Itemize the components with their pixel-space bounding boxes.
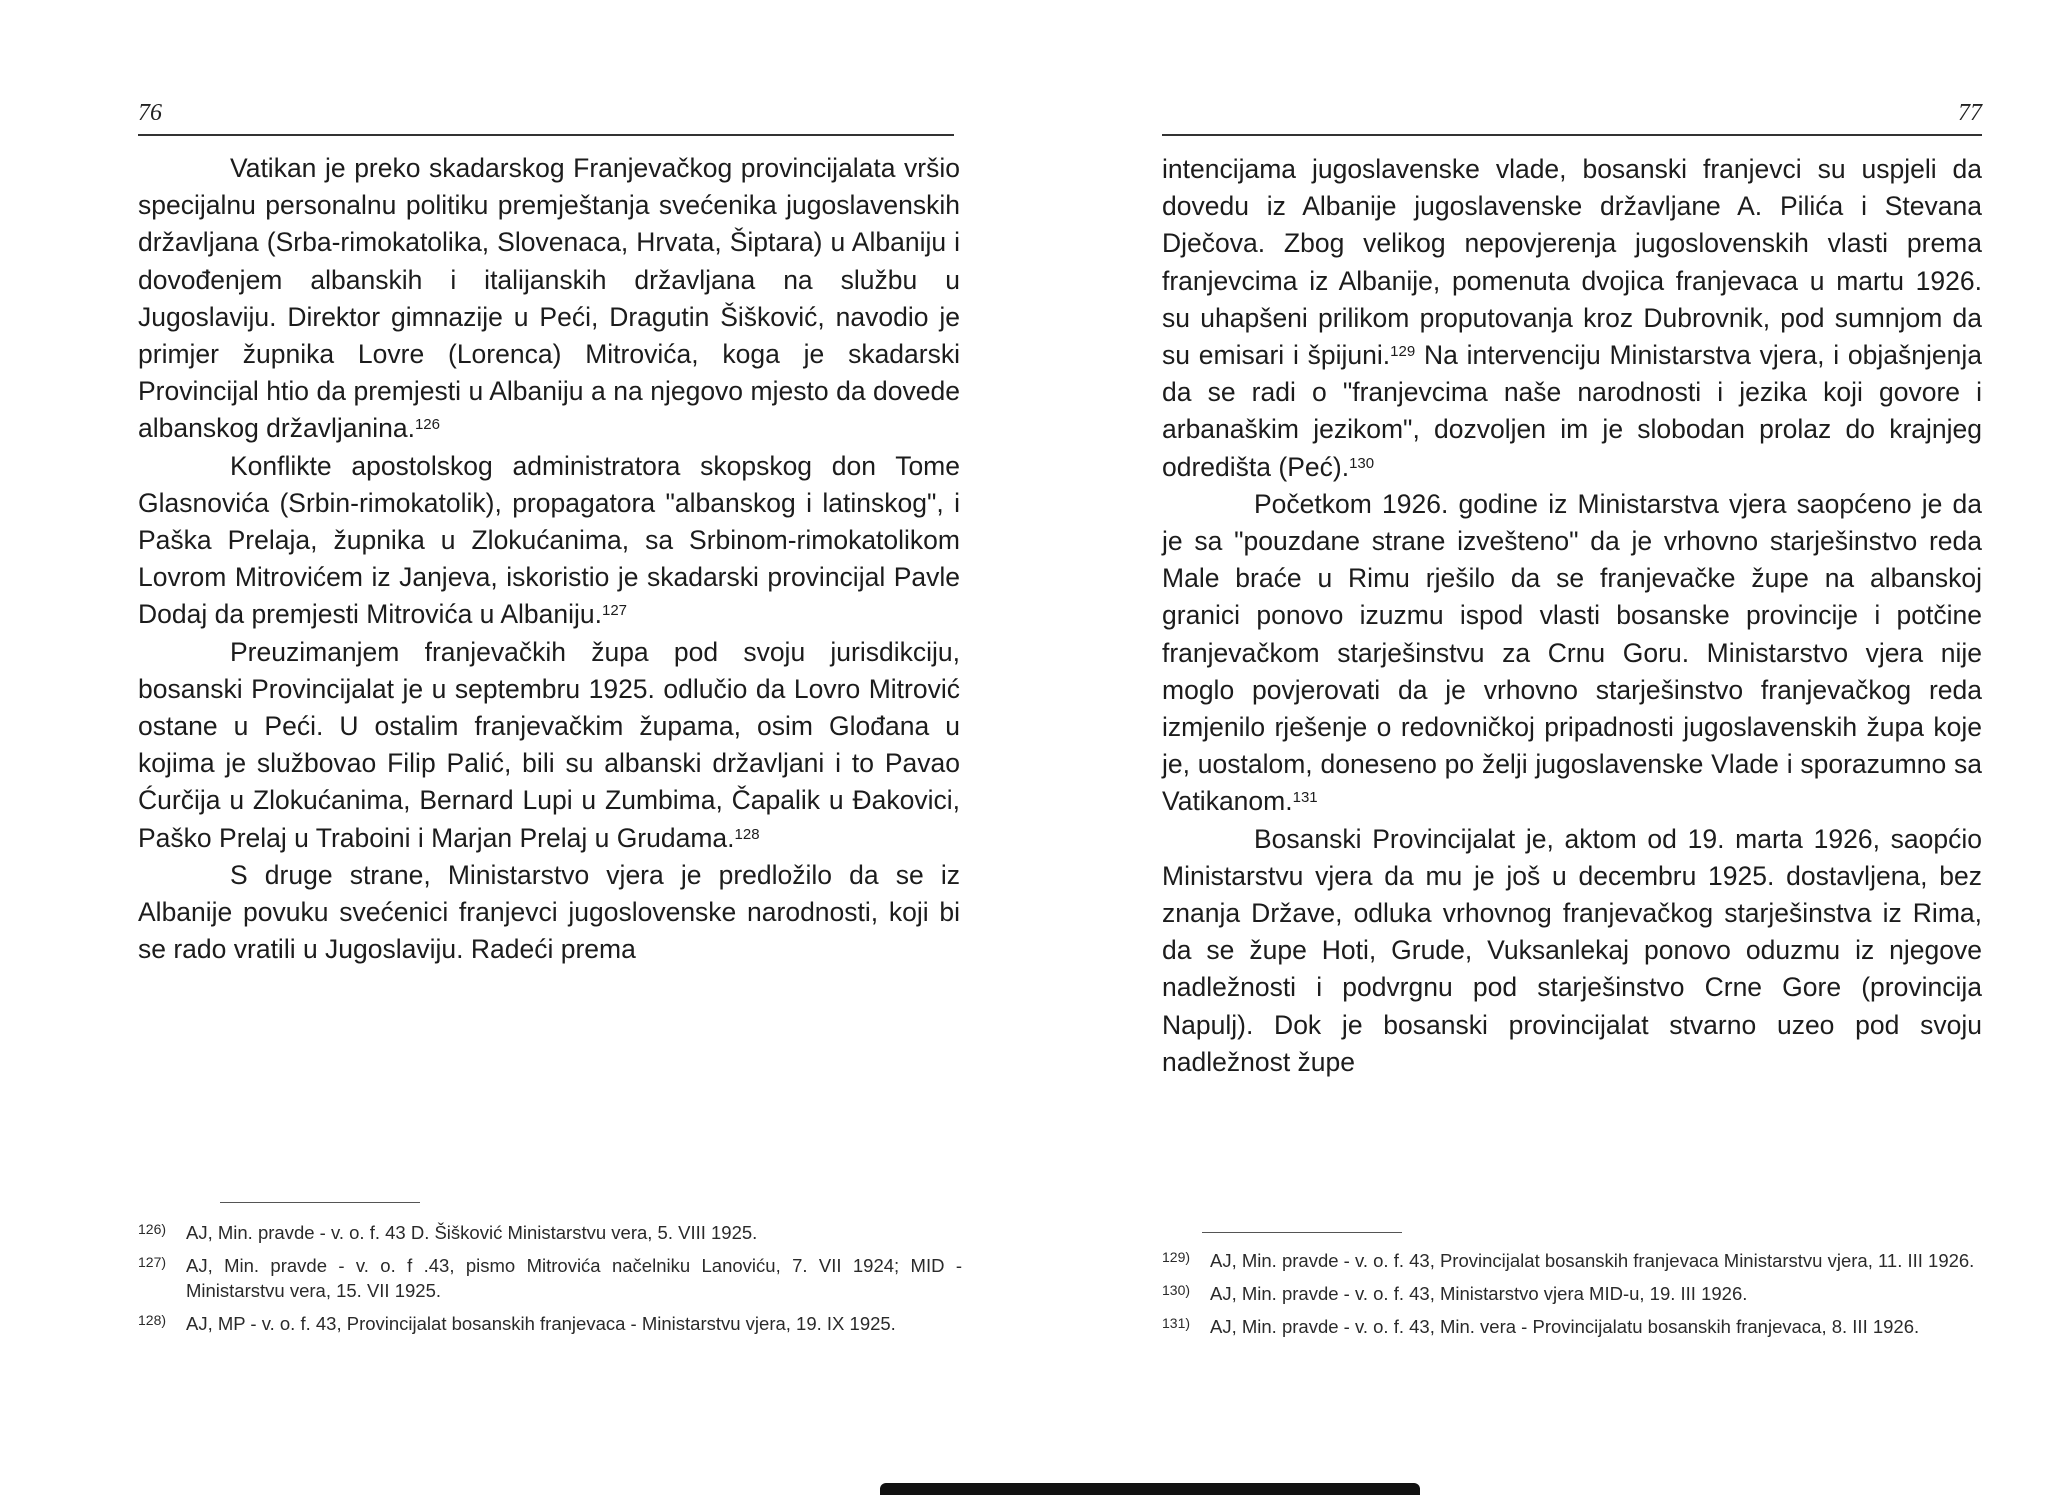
- footnote-mark: 126): [138, 1221, 167, 1237]
- footnote: [138, 1311, 962, 1336]
- footnote: [1162, 1281, 1982, 1306]
- body-text: [1162, 151, 1982, 1081]
- footnote-rule: [220, 1202, 420, 1203]
- footnote: [1162, 1248, 1982, 1273]
- footnote-mark: 131): [1162, 1315, 1191, 1331]
- book-edge: [880, 1483, 1420, 1495]
- footnote: [1162, 1314, 1982, 1339]
- body-text: [138, 150, 960, 968]
- paragraph-text: Preuzimanjem franjevačkih župa pod svoju jurisdikciju, bosanski Provincijalat je u septembru 1925. odlučio da Lovro Mitrović ostane u Peći. U ostalim franjevačkim župama, osim Glođana u kojima je službovao Filip Palić, bili su albanski državljani i to Pavao Ćurčija u Zlokućanima, Bernard Lupi u Zumbima, Čapalik u Đakovici, Paško Prelaj u Traboini i Marjan Prelaj u Grudama.: [138, 636, 960, 853]
- left-page: [130, 0, 960, 1494]
- footnote-mark: 129): [1162, 1249, 1191, 1265]
- paragraph-text: Početkom 1926. godine iz Ministarstva vjera saopćeno je da je sa "pouzdane strane izvešteno" da je vrhovno starješinstvo reda Male braće u Rimu rješilo da se franjevačke župe na albanskoj granici ponovo izuzmu ispod vlasti bosanske provincije i potčine franjevačkom starješinstvu za Crnu Goru. Ministarstvo vjera nije moglo povjerovati da je vrhovno starješinstvo franjevačkog reda izmjenilo rješenje o redovničkoj pripadnosti jugoslavenskih župa koje je, uostalom, doneseno po želji jugoslavenske Vlade i sporazumno sa Vatikanom.: [1162, 488, 1982, 817]
- footnote-mark: 127): [138, 1254, 167, 1270]
- paragraph-text: Konflikte apostolskog administratora skopskog don Tome Glasnovića (Srbin-rimokatolik), propagatora "albanskog i latinskog", i Paška Prelaja, župnika u Zlokućanima, sa Srbinom-rimokatolikom Lovrom Mitrovićem iz Janjeva, iskoristio je skadarski provincijal Pavle Dodaj da premjesti Mitrovića u Albaniju.: [138, 450, 960, 630]
- header-rule: [138, 134, 954, 136]
- page-number: 77: [1958, 100, 1982, 126]
- header-rule: [1162, 134, 1982, 136]
- paragraph-text: Vatikan je preko skadarskog Franjevačkog provincijalata vršio specijalnu personalnu politiku premještanja svećenika jugoslavenskih državljana (Srba-rimokatolika, Slovenaca, Hrvata, Šiptara) u Albaniju i dovođenjem albanskih i italijanskih državljana na službu u Jugoslaviju. Direktor gimnazije u Peći, Dragutin Šišković, navodio je primjer župnika Lovre (Lorenca) Mitrovića, koga je skadarski Provincijal htio da premjesti u Albaniju a na njegovo mjesto da dovede albanskog državljanina.: [138, 153, 960, 444]
- footnote-mark: 130): [1162, 1282, 1191, 1298]
- footnote-text: AJ, Min. pravde - v. o. f. 43, Provincijalat bosanskih franjevaca Ministarstvu vjera, 11. III 1926.: [1210, 1250, 1975, 1271]
- paragraph-text: Na intervenciju Ministarstva vjera, i objašnjenja da se radi o "franjevcima naše narodnosti i jezika koji govore i arbanaškim jezikom", dozvoljen im je slobodan prolaz do krajnjeg odredišta (Peć).: [1162, 340, 1982, 482]
- footnote-reference: 127: [601, 602, 628, 620]
- footnote-reference: 129: [1390, 343, 1416, 361]
- paragraph: [1162, 151, 1982, 486]
- paragraph: [1162, 486, 1982, 821]
- footnote-text: AJ, Min. pravde - v. o. f. 43 D. Šišković Ministarstvu vera, 5. VIII 1925.: [186, 1222, 758, 1243]
- paragraph-text: S druge strane, Ministarstvo vjera je predložilo da se iz Albanije povuku svećenici franjevci jugoslovenske narodnosti, koji bi se rado vratili u Jugoslaviju. Radeći prema: [138, 859, 960, 965]
- footnote-rule: [1202, 1232, 1402, 1233]
- footnote-reference: 130: [1349, 454, 1375, 472]
- paragraph: [1162, 821, 1982, 1081]
- footnote-text: AJ, Min. pravde - v. o. f .43, pismo Mitrovića načelniku Lanoviću, 7. VII 1924; MID - Ministarstvu vera, 15. VII 1925.: [186, 1255, 962, 1301]
- paragraph: [138, 857, 960, 969]
- footnote-reference: 128: [734, 825, 760, 843]
- footnote: [138, 1220, 962, 1245]
- footnote-reference: 131: [1292, 789, 1318, 807]
- paragraph-text: Bosanski Provincijalat je, aktom od 19. marta 1926, saopćio Ministarstvu vjera da mu je još u decembru 1925. dostavljena, bez znanja Države, odluka vrhovnog franjevačkog starješinstva iz Rima, da se župe Hoti, Grude, Vuksanlekaj ponovo oduzmu iz njegove nadležnosti i podvrgnu pod starješinstvo Crne Gore (provincija Napulj). Dok je bosanski provincijalat stvarno uzeo pod svoju nadležnost župe: [1162, 823, 1982, 1077]
- footnote-reference: 126: [414, 416, 440, 434]
- page-number: 76: [138, 100, 162, 126]
- paragraph: [138, 448, 960, 634]
- paragraph: [138, 634, 960, 857]
- footnotes: [1162, 1248, 1982, 1347]
- right-page: [1162, 0, 1982, 1494]
- paragraph: [138, 150, 960, 448]
- footnotes: [138, 1220, 962, 1344]
- paragraph-text: intencijama jugoslavenske vlade, bosanski franjevci su uspjeli da dovedu iz Albanije jugoslavenske državljane A. Pilića i Stevana Dječova. Zbog velikog nepovjerenja jugoslovenskih vlasti prema franjevcima iz Albanije, pomenuta dvojica franjevaca u martu 1926. su uhapšeni prilikom proputovanja kroz Dubrovnik, pod sumnjom da su emisari i špijuni.: [1162, 154, 1982, 371]
- footnote: [138, 1253, 962, 1303]
- footnote-text: AJ, Min. pravde - v. o. f. 43, Min. vera - Provincijalatu bosanskih franjevaca, 8. III 1926.: [1210, 1316, 1920, 1337]
- footnote-mark: 128): [138, 1312, 167, 1328]
- footnote-text: AJ, MP - v. o. f. 43, Provincijalat bosanskih franjevaca - Ministarstvu vjera, 19. IX 1925.: [186, 1313, 896, 1334]
- footnote-text: AJ, Min. pravde - v. o. f. 43, Ministarstvo vjera MID-u, 19. III 1926.: [1210, 1283, 1748, 1304]
